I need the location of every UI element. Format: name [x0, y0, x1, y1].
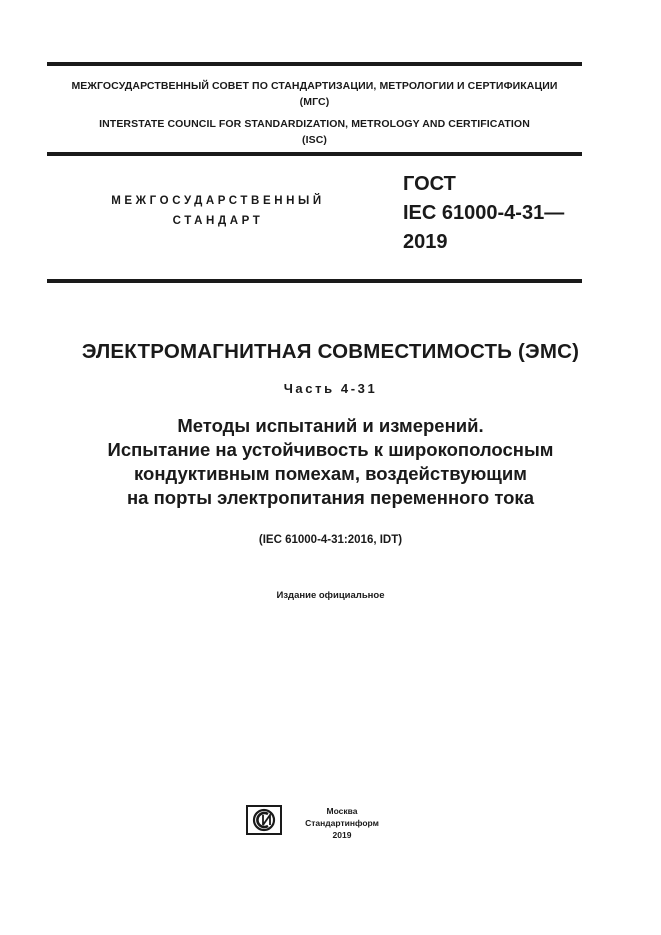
- subtitle-line: на порты электропитания переменного тока: [127, 487, 534, 508]
- document-main-title: ЭЛЕКТРОМАГНИТНАЯ СОВМЕСТИМОСТЬ (ЭМС): [81, 340, 580, 363]
- subtitle-line: Испытание на устойчивость к широкополосным: [107, 439, 554, 460]
- subtitle-line: Методы испытаний и измерений.: [177, 415, 484, 436]
- council-ru-abbr: (МГС): [299, 96, 330, 108]
- designation-line3: 2019: [403, 231, 448, 253]
- standard-designation: [403, 170, 564, 257]
- top-rule: [47, 62, 582, 66]
- publisher-year: 2019: [332, 830, 352, 840]
- publisher-city: Москва: [326, 806, 358, 816]
- edition-label: Издание официальное: [276, 590, 385, 601]
- document-subtitle: [0, 414, 661, 510]
- document-part: Часть 4-31: [283, 381, 378, 396]
- council-ru-name: МЕЖГОСУДАРСТВЕННЫЙ СОВЕТ ПО СТАНДАРТИЗАЦИИ, МЕТРОЛОГИИ И СЕРТИФИКАЦИИ: [71, 80, 558, 92]
- publisher-text: [292, 805, 392, 841]
- council-en-abbr: (ISC): [302, 134, 327, 146]
- standard-kind-line1: МЕЖГОСУДАРСТВЕННЫЙ: [111, 195, 325, 207]
- standard-kind: [98, 191, 338, 231]
- subtitle-line: кондуктивным помехам, воздействующим: [134, 463, 527, 484]
- identity-reference: (IEC 61000-4-31:2016, IDT): [258, 534, 403, 546]
- header-divider-rule: [47, 152, 582, 156]
- publisher-name: Стандартинформ: [305, 818, 379, 828]
- standartinform-logo-icon: [246, 805, 282, 835]
- standard-kind-line2: СТАНДАРТ: [172, 215, 264, 227]
- council-header: [47, 78, 582, 148]
- designation-line2: IEC 61000-4-31—: [403, 202, 565, 224]
- designation-line1: ГОСТ: [403, 173, 456, 195]
- council-en-name: INTERSTATE COUNCIL FOR STANDARDIZATION, METROLOGY AND CERTIFICATION: [99, 118, 530, 130]
- title-divider-rule: [47, 279, 582, 283]
- publisher-block: [246, 805, 396, 845]
